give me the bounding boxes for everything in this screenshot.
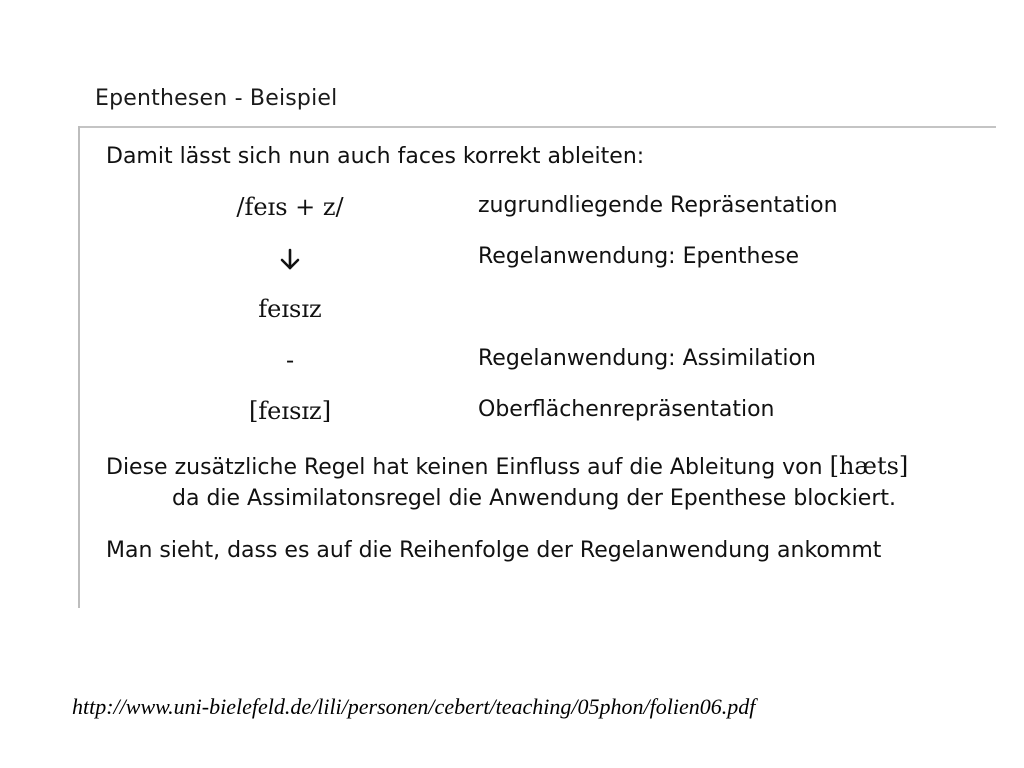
note-line-2: da die Assimilatonsregel die Anwendung der Epenthese blockiert.	[172, 486, 897, 511]
frame-top-border	[79, 126, 996, 128]
slide-title: Epenthesen - Beispiel	[95, 86, 338, 111]
note-line-3: Man sieht, dass es auf die Reihenfolge der Regelanwendung ankommt	[106, 538, 882, 563]
derivation-arrow	[190, 244, 390, 272]
derivation-form-underlying: /feɪs + z/	[236, 193, 344, 221]
frame-left-border	[78, 126, 80, 608]
derivation-desc-epenthesis: Regelanwendung: Epenthese	[478, 244, 800, 269]
footer-url[interactable]: http://www.uni-bielefeld.de/lili/personen/cebert/teaching/05phon/folien06.pdf	[72, 694, 756, 719]
down-arrow-icon	[279, 248, 301, 272]
derivation-desc-surface: Oberflächenrepräsentation	[478, 397, 775, 422]
derivation-form-surface: [feɪsɪz]	[248, 397, 332, 425]
derivation-desc-assimilation: Regelanwendung: Assimilation	[478, 346, 816, 371]
derivation-form-intermediate: feɪsɪz	[258, 295, 322, 323]
note-line-1-text: Diese zusätzliche Regel hat keinen Einfluss auf die Ableitung von	[106, 455, 830, 480]
intro-text: Damit lässt sich nun auch faces korrekt ableiten:	[106, 144, 645, 169]
note-line-1	[106, 452, 908, 480]
derivation-form-dash: -	[285, 346, 295, 374]
note-line-1-ipa: [hæts]	[829, 452, 909, 480]
derivation-desc-underlying: zugrundliegende Repräsentation	[478, 193, 838, 218]
